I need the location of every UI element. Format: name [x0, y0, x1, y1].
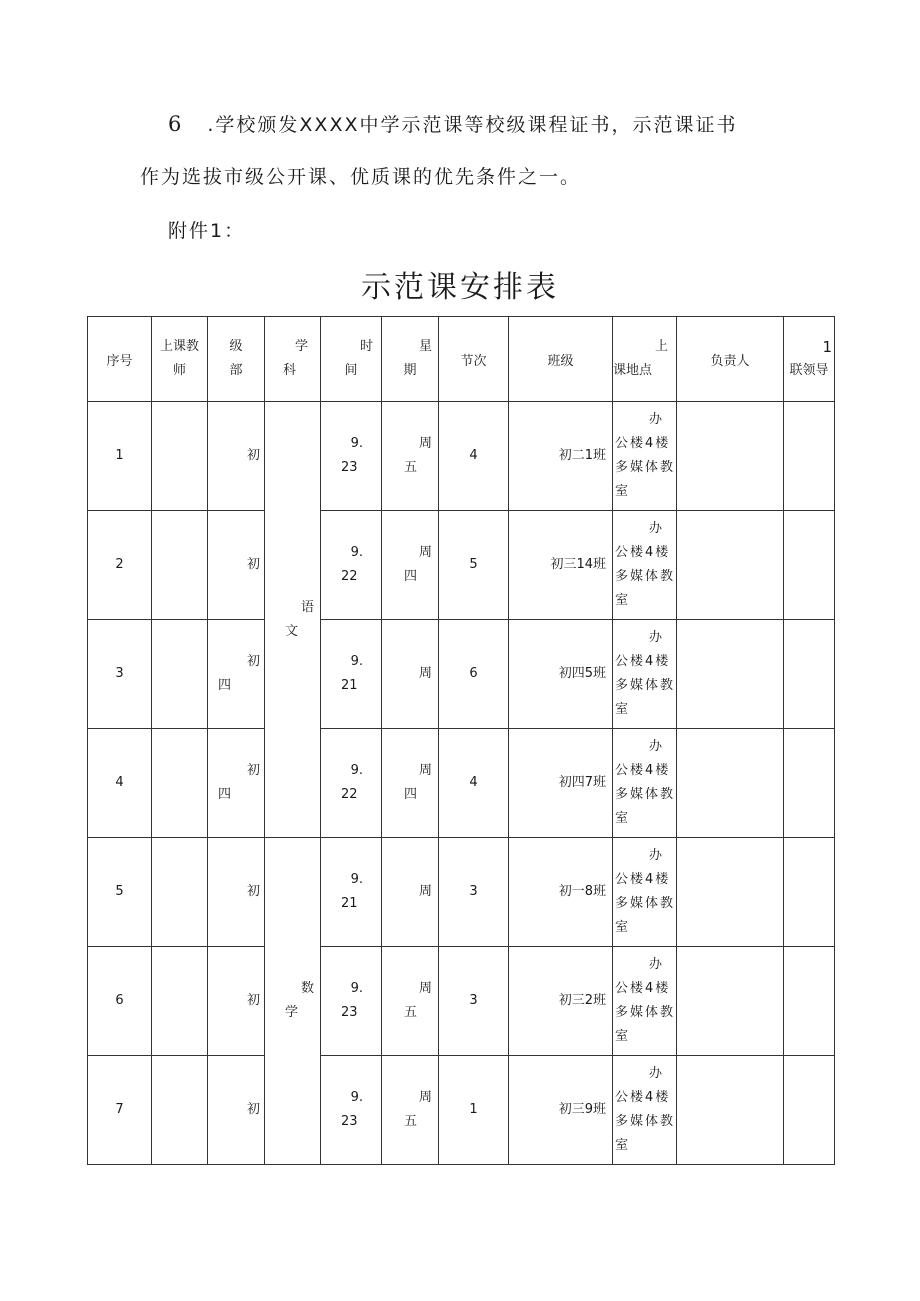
cell-leader [784, 1056, 835, 1165]
cell-class: 初三14班 [509, 511, 613, 620]
cell-class: 初三2班 [509, 947, 613, 1056]
cell-period: 5 [439, 511, 509, 620]
cell-location: 办 公楼4楼 多媒体教 室 [613, 838, 677, 947]
header-leader: 1 联领导 [784, 317, 835, 402]
cell-grade: 初 [208, 402, 265, 511]
table-row [88, 947, 835, 1056]
cell-seq: 7 [88, 1056, 152, 1165]
header-period: 节次 [439, 317, 509, 402]
cell-class: 初四5班 [509, 620, 613, 729]
item-text: .学校颁发XXXX中学示范课等校级课程证书，示范课证书 [207, 114, 738, 136]
paragraph-item-6 [168, 110, 737, 137]
subject-chinese: 语 文 [265, 402, 321, 838]
cell-date: 9. 21 [321, 620, 382, 729]
cell-teacher [152, 511, 208, 620]
header-subject: 学 科 [265, 317, 321, 402]
cell-teacher [152, 620, 208, 729]
table-row [88, 620, 835, 729]
cell-weekday: 周 [382, 620, 439, 729]
cell-date: 9. 23 [321, 402, 382, 511]
cell-date: 9. 22 [321, 729, 382, 838]
cell-owner [677, 402, 784, 511]
cell-leader [784, 402, 835, 511]
cell-period: 6 [439, 620, 509, 729]
cell-location: 办 公楼4楼 多媒体教 室 [613, 511, 677, 620]
cell-teacher [152, 729, 208, 838]
cell-weekday: 周 四 [382, 729, 439, 838]
cell-date: 9. 22 [321, 511, 382, 620]
cell-owner [677, 511, 784, 620]
cell-class: 初四7班 [509, 729, 613, 838]
table-row [88, 511, 835, 620]
cell-teacher [152, 838, 208, 947]
header-week: 星 期 [382, 317, 439, 402]
cell-class: 初三9班 [509, 1056, 613, 1165]
schedule-table [87, 316, 835, 1165]
cell-seq: 1 [88, 402, 152, 511]
cell-location: 办 公楼4楼 多媒体教 室 [613, 402, 677, 511]
cell-teacher [152, 402, 208, 511]
cell-period: 3 [439, 947, 509, 1056]
subject-math: 数 学 [265, 838, 321, 1165]
header-class: 班级 [509, 317, 613, 402]
cell-owner [677, 1056, 784, 1165]
cell-leader [784, 838, 835, 947]
cell-location: 办 公楼4楼 多媒体教 室 [613, 947, 677, 1056]
attachment-label: 附件1： [168, 220, 246, 242]
cell-location: 办 公楼4楼 多媒体教 室 [613, 1056, 677, 1165]
table-header-row [88, 317, 835, 402]
cell-grade: 初 [208, 838, 265, 947]
cell-location: 办 公楼4楼 多媒体教 室 [613, 620, 677, 729]
cell-leader [784, 729, 835, 838]
table-row [88, 729, 835, 838]
cell-class: 初一8班 [509, 838, 613, 947]
cell-grade: 初 四 [208, 729, 265, 838]
header-owner: 负责人 [677, 317, 784, 402]
cell-period: 1 [439, 1056, 509, 1165]
cell-grade: 初 [208, 947, 265, 1056]
cell-seq: 6 [88, 947, 152, 1056]
cell-weekday: 周 四 [382, 511, 439, 620]
cell-grade: 初 [208, 511, 265, 620]
cell-leader [784, 620, 835, 729]
header-time: 时 间 [321, 317, 382, 402]
cell-period: 4 [439, 729, 509, 838]
cell-period: 4 [439, 402, 509, 511]
cell-owner [677, 947, 784, 1056]
item-number: 6 [168, 112, 182, 136]
table-row [88, 1056, 835, 1165]
cell-grade: 初 四 [208, 620, 265, 729]
cell-owner [677, 838, 784, 947]
cell-date: 9. 21 [321, 838, 382, 947]
cell-class: 初二1班 [509, 402, 613, 511]
cell-weekday: 周 五 [382, 947, 439, 1056]
header-grade: 级 部 [208, 317, 265, 402]
cell-period: 3 [439, 838, 509, 947]
cell-weekday: 周 五 [382, 402, 439, 511]
cell-seq: 5 [88, 838, 152, 947]
cell-owner [677, 729, 784, 838]
table-row [88, 402, 835, 511]
header-location: 上 课地点 [613, 317, 677, 402]
cell-owner [677, 620, 784, 729]
cell-grade: 初 [208, 1056, 265, 1165]
table-row [88, 838, 835, 947]
cell-weekday: 周 五 [382, 1056, 439, 1165]
header-teacher: 上课教 师 [152, 317, 208, 402]
cell-location: 办 公楼4楼 多媒体教 室 [613, 729, 677, 838]
header-seq: 序号 [88, 317, 152, 402]
cell-seq: 4 [88, 729, 152, 838]
cell-teacher [152, 1056, 208, 1165]
cell-seq: 3 [88, 620, 152, 729]
cell-date: 9. 23 [321, 947, 382, 1056]
paragraph-continuation: 作为选拔市级公开课、优质课的优先条件之一。 [140, 166, 582, 188]
cell-teacher [152, 947, 208, 1056]
cell-weekday: 周 [382, 838, 439, 947]
cell-seq: 2 [88, 511, 152, 620]
cell-leader [784, 947, 835, 1056]
table-title: 示范课安排表 [361, 270, 559, 305]
cell-date: 9. 23 [321, 1056, 382, 1165]
cell-leader [784, 511, 835, 620]
